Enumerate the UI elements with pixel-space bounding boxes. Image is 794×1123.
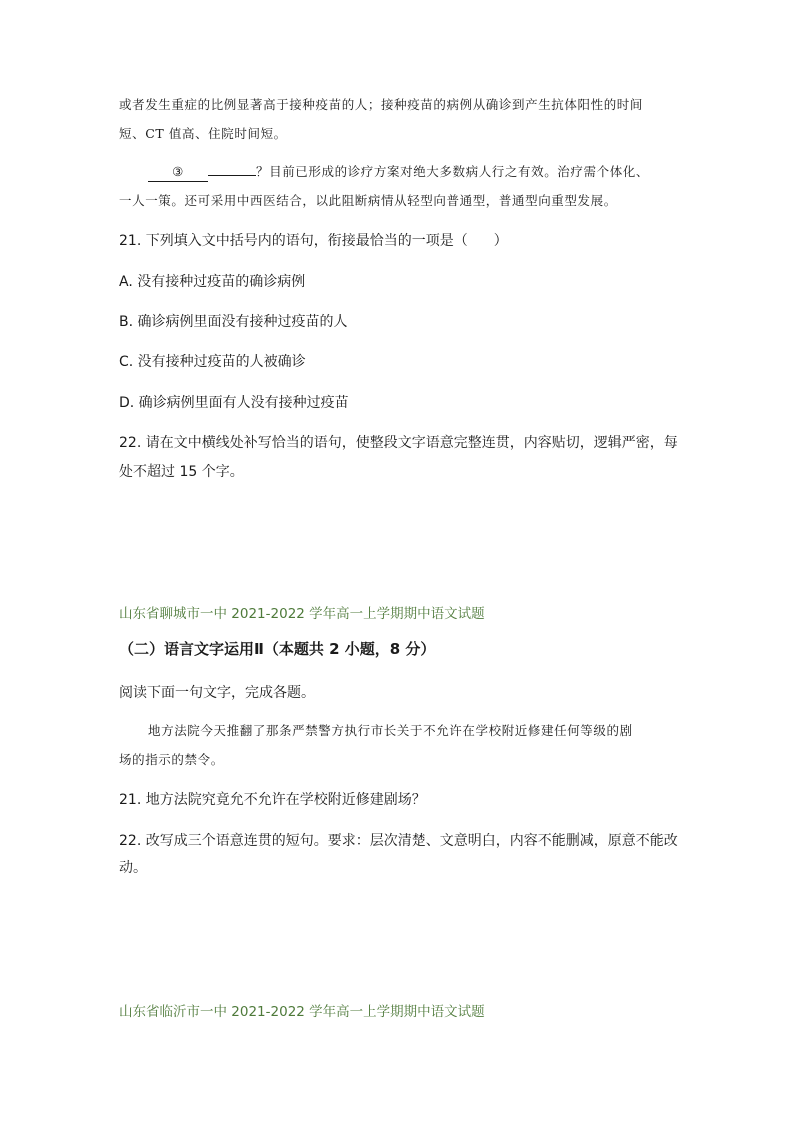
section2-q22-line-2: 动。 [119,860,147,876]
q22-line-2: 处不超过 15 个字。 [119,464,244,480]
q21-stem-close: ） [493,233,508,249]
answer-blank-3-tail [208,175,256,176]
passage-line-3-text: ？目前已形成的诊疗方案对绝大多数病人行之有效。治疗需个体化、 [256,164,650,179]
q21-stem [119,231,508,251]
answer-blank-3 [148,163,208,182]
blank-marker: ③ [172,164,184,179]
q21-option-d: D. 确诊病例里面有人没有接种过疫苗 [119,395,349,411]
section2-instruction: 阅读下面一句文字，完成各题。 [119,685,315,701]
q21-option-c: C. 没有接种过疫苗的人被确诊 [119,354,306,370]
section3-source: 山东省临沂市一中 2021-2022 学年高一上学期期中语文试题 [119,1004,485,1020]
passage-line-1: 或者发生重症的比例显著高于接种疫苗的人；接种疫苗的病例从确诊到产生抗体阳性的时间 [119,97,644,112]
passage-line-4: 一人一策。还可采用中西医结合，以此阻断病情从轻型向普通型，普通型向重型发展。 [119,193,617,208]
section2-heading: （二）语言文字运用Ⅱ（本题共 2 小题，8 分） [119,640,436,658]
q22-line-1: 22. 请在文中横线处补写恰当的语句，使整段文字语意完整连贯，内容贴切，逻辑严密，每 [119,435,678,451]
section2-q21: 21. 地方法院究竟允不允许在学校附近修建剧场？ [119,792,426,808]
section2-quote-line-1: 地方法院今天推翻了那条严禁警方执行市长关于不允许在学校附近修建任何等级的剧 [148,723,633,738]
q21-option-b: B. 确诊病例里面没有接种过疫苗的人 [119,314,348,330]
section2-quote-line-2: 场的指示的禁令。 [119,752,224,767]
section2-q22-line-1: 22. 改写成三个语意连贯的短句。要求：层次清楚、文意明白，内容不能删减，原意不能改 [119,833,678,849]
passage-line-3 [148,162,649,182]
passage-line-2: 短、CT 值高、住院时间短。 [119,126,287,141]
q21-option-a: A. 没有接种过疫苗的确诊病例 [119,274,306,290]
section2-source: 山东省聊城市一中 2021-2022 学年高一上学期期中语文试题 [119,606,485,622]
q21-stem-text: 21. 下列填入文中括号内的语句，衔接最恰当的一项是（ [119,233,468,249]
